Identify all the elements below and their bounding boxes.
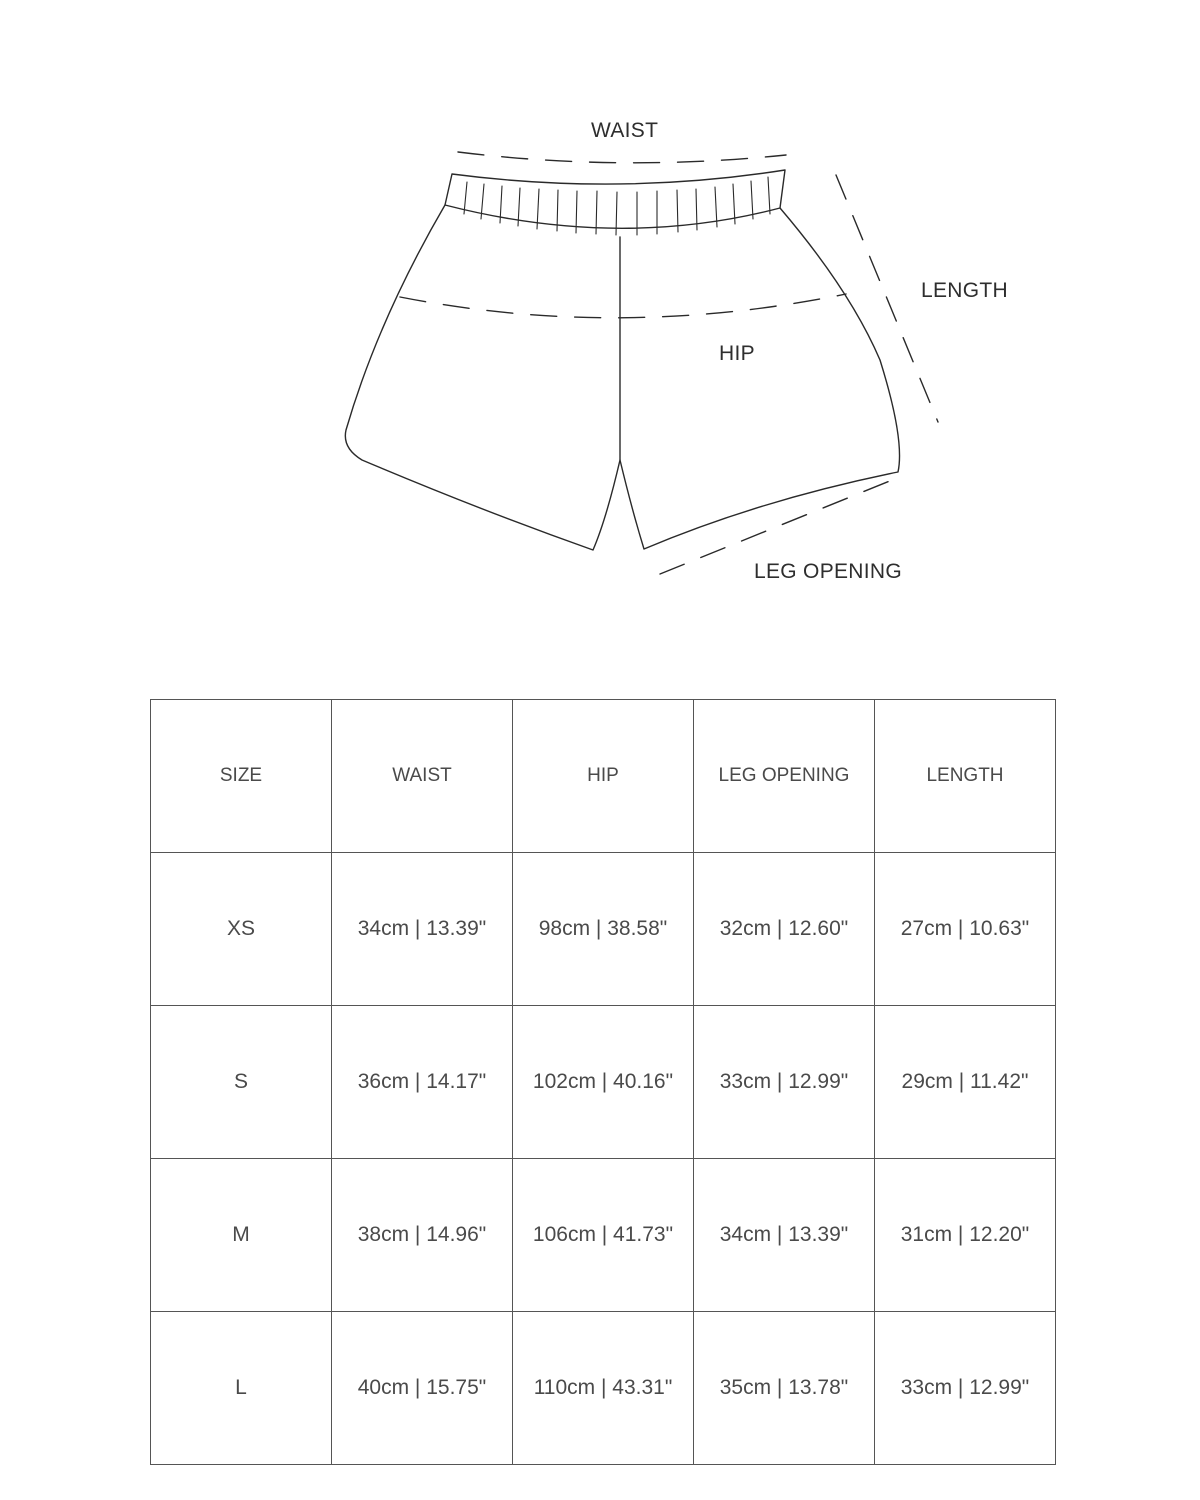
table-header-row xyxy=(151,700,1056,853)
table-row xyxy=(151,853,1056,1006)
cell-leg-opening: 35cm | 13.78" xyxy=(694,1312,875,1465)
cell-leg-opening: 34cm | 13.39" xyxy=(694,1159,875,1312)
cell-size: XS xyxy=(151,853,332,1006)
cell-length: 33cm | 12.99" xyxy=(875,1312,1056,1465)
cell-waist: 38cm | 14.96" xyxy=(332,1159,513,1312)
header-leg-opening: LEG OPENING xyxy=(694,700,875,853)
cell-length: 29cm | 11.42" xyxy=(875,1006,1056,1159)
waist-label: WAIST xyxy=(591,119,659,142)
cell-length: 27cm | 10.63" xyxy=(875,853,1056,1006)
cell-size: L xyxy=(151,1312,332,1465)
hip-label: HIP xyxy=(719,342,755,365)
header-waist: WAIST xyxy=(332,700,513,853)
cell-size: S xyxy=(151,1006,332,1159)
cell-leg-opening: 32cm | 12.60" xyxy=(694,853,875,1006)
header-length: LENGTH xyxy=(875,700,1056,853)
header-size: SIZE xyxy=(151,700,332,853)
cell-hip: 102cm | 40.16" xyxy=(513,1006,694,1159)
table-row xyxy=(151,1312,1056,1465)
waistband-ribs xyxy=(464,177,770,235)
cell-waist: 40cm | 15.75" xyxy=(332,1312,513,1465)
leg-opening-label: LEG OPENING xyxy=(754,560,903,583)
shorts-body-outline xyxy=(345,205,899,550)
cell-hip: 110cm | 43.31" xyxy=(513,1312,694,1465)
cell-waist: 34cm | 13.39" xyxy=(332,853,513,1006)
table-row xyxy=(151,1159,1056,1312)
cell-hip: 106cm | 41.73" xyxy=(513,1159,694,1312)
cell-leg-opening: 33cm | 12.99" xyxy=(694,1006,875,1159)
length-label: LENGTH xyxy=(921,279,1008,302)
size-chart-table xyxy=(150,699,1056,1465)
waist-measure-line xyxy=(458,152,786,163)
cell-waist: 36cm | 14.17" xyxy=(332,1006,513,1159)
shorts-illustration xyxy=(0,0,1200,640)
cell-size: M xyxy=(151,1159,332,1312)
hip-measure-line xyxy=(400,294,846,318)
header-hip: HIP xyxy=(513,700,694,853)
cell-length: 31cm | 12.20" xyxy=(875,1159,1056,1312)
table-row xyxy=(151,1006,1056,1159)
shorts-measurement-diagram xyxy=(0,0,1200,640)
cell-hip: 98cm | 38.58" xyxy=(513,853,694,1006)
